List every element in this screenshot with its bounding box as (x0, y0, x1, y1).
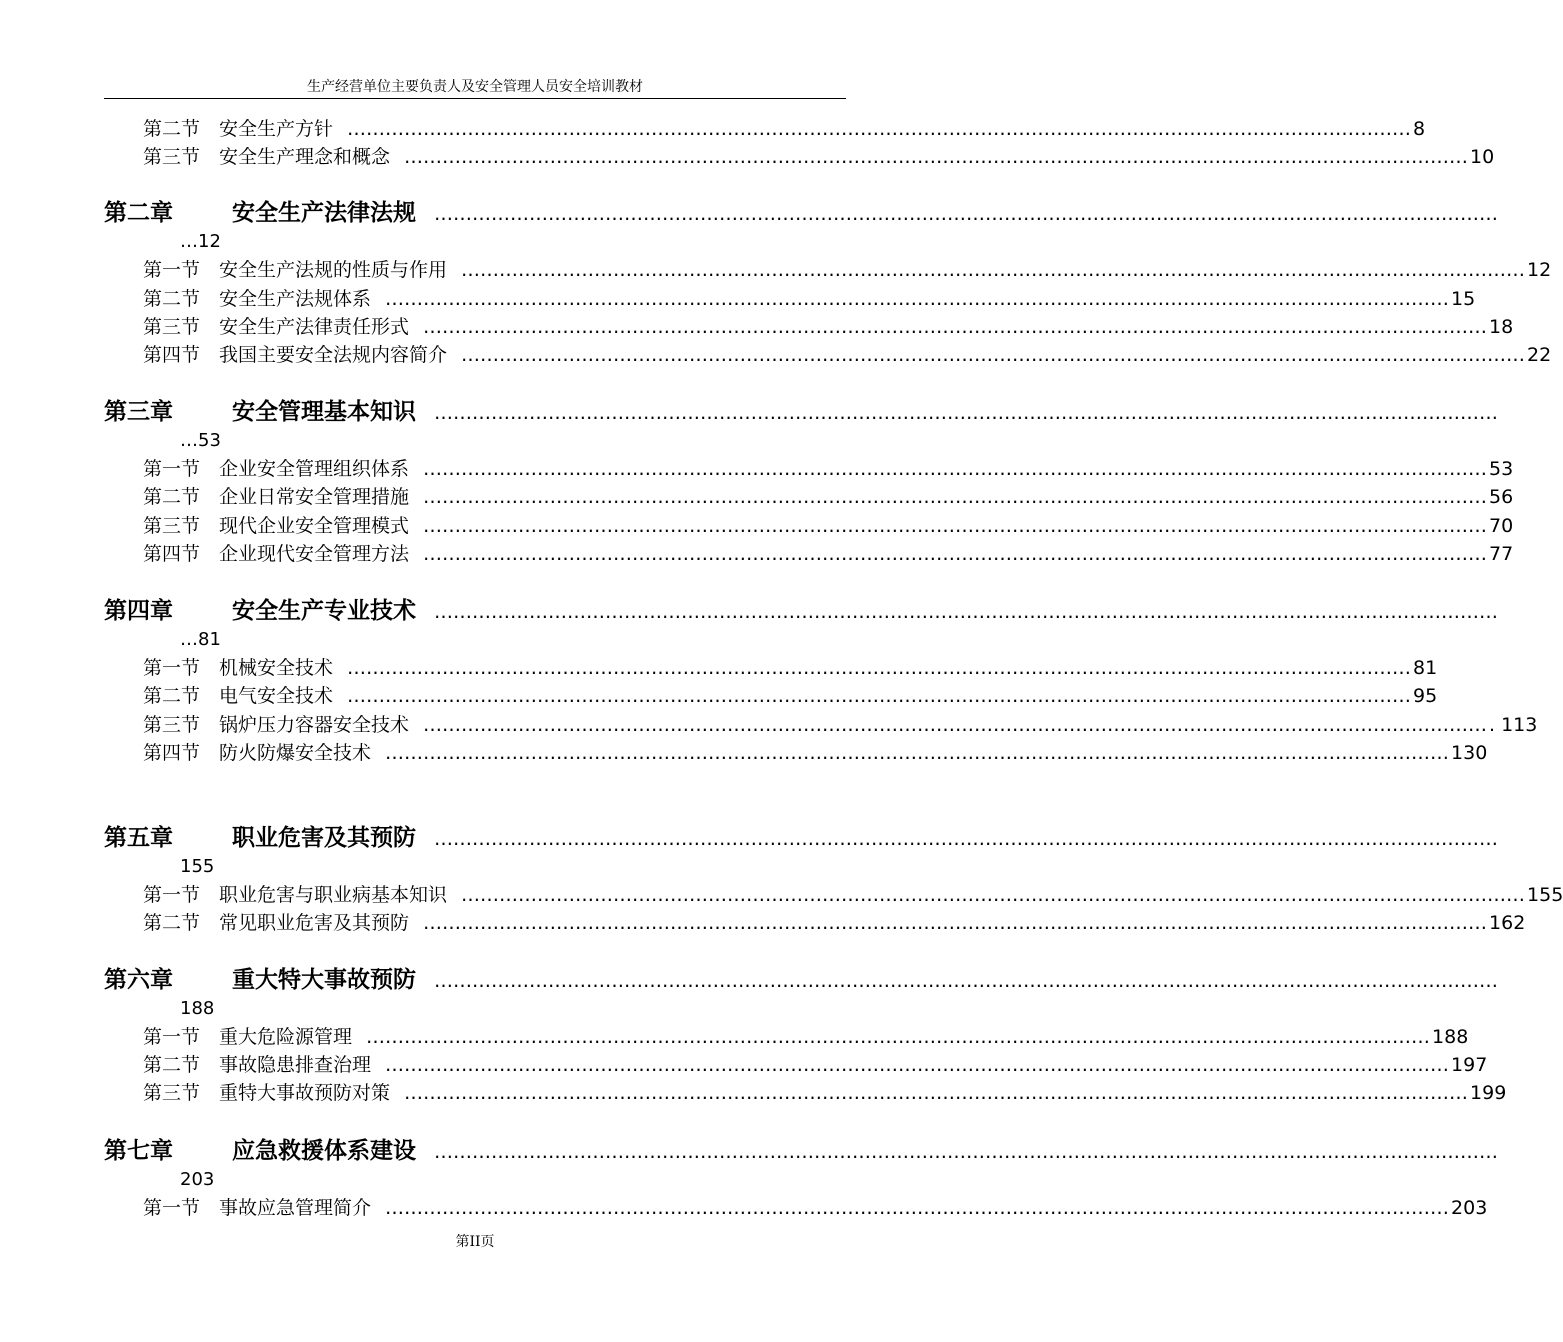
toc-chapter-row[interactable] (104, 198, 1498, 228)
section-number: 第二节 (143, 486, 201, 508)
dot-leader: …………………………………………………………………………………………………………………………………………………… (404, 146, 1469, 168)
dot-leader: …………………………………………………………………………………………………………………………………………………… (434, 1141, 1498, 1163)
page-number: 155 (1527, 884, 1563, 906)
section-title: 企业日常安全管理措施 (219, 486, 410, 508)
section-title: 机械安全技术 (219, 657, 334, 679)
chapter-number: 第六章 (104, 967, 173, 993)
toc-section-row[interactable] (143, 343, 1552, 367)
section-title: 安全生产理念和概念 (219, 146, 391, 168)
chapter-page-continuation: 203 (180, 1169, 215, 1190)
dot-leader: …………………………………………………………………………………………………………………………………………………… (347, 118, 1412, 140)
section-title: 锅炉压力容器安全技术 (219, 714, 410, 736)
chapter-page-continuation: 155 (180, 856, 215, 877)
dot-leader: …………………………………………………………………………………………………………………………………………………… (347, 657, 1412, 679)
dot-leader: …………………………………………………………………………………………………………………………………………………… (385, 1054, 1450, 1076)
section-number: 第一节 (143, 259, 201, 281)
toc-section-row[interactable] (143, 145, 1495, 169)
section-number: 第三节 (143, 316, 201, 338)
page-number: 70 (1489, 515, 1514, 537)
dot-leader: …………………………………………………………………………………………………………………………………………………… (434, 203, 1498, 225)
section-title: 安全生产法规的性质与作用 (219, 259, 448, 281)
section-number: 第二节 (143, 118, 201, 140)
toc-section-row[interactable] (143, 883, 1563, 907)
page-number: 81 (1413, 657, 1438, 679)
dot-leader: …………………………………………………………………………………………………………………………………………………… (423, 912, 1488, 934)
section-title: 职业危害与职业病基本知识 (219, 884, 448, 906)
dot-leader: …………………………………………………………………………………………………………………………………………………… (434, 970, 1498, 992)
section-title: 安全生产法规体系 (219, 288, 372, 310)
chapter-title: 职业危害及其预防 (232, 825, 416, 851)
chapter-page-continuation: …81 (180, 629, 221, 650)
section-number: 第一节 (143, 1197, 201, 1219)
section-title: 安全生产法律责任形式 (219, 316, 410, 338)
dot-leader: …………………………………………………………………………………………………………………………………………………… (434, 828, 1498, 850)
chapter-number: 第七章 (104, 1138, 173, 1164)
dot-leader: …………………………………………………………………………………………………………………………………………………… (461, 259, 1526, 281)
section-title: 我国主要安全法规内容简介 (219, 344, 448, 366)
section-number: 第二节 (143, 685, 201, 707)
toc-chapter-row[interactable] (104, 823, 1498, 853)
section-title: 防火防爆安全技术 (219, 742, 372, 764)
section-title: 现代企业安全管理模式 (219, 515, 410, 537)
toc-chapter-row[interactable] (104, 965, 1498, 995)
chapter-title: 应急救援体系建设 (232, 1138, 416, 1164)
dot-leader: …………………………………………………………………………………………………………………………………………………… (423, 458, 1488, 480)
dot-leader: …………………………………………………………………………………………………………………………………………………… (423, 316, 1488, 338)
section-title: 重特大事故预防对策 (219, 1082, 391, 1104)
dot-leader: …………………………………………………………………………………………………………………………………………………… (385, 288, 1450, 310)
page-number: 77 (1489, 543, 1514, 565)
chapter-number: 第二章 (104, 200, 173, 226)
section-number: 第三节 (143, 714, 201, 736)
toc-chapter-row[interactable] (104, 596, 1498, 626)
chapter-page-continuation: …53 (180, 430, 221, 451)
dot-leader: …………………………………………………………………………………………………………………………………………………… (434, 402, 1498, 424)
dot-leader: …………………………………………………………………………………………………………………………………………………… (461, 344, 1526, 366)
section-number: 第一节 (143, 657, 201, 679)
toc-chapter-row[interactable] (104, 397, 1498, 427)
page-number: 22 (1527, 344, 1552, 366)
page-number: 15 (1451, 288, 1476, 310)
section-title: 事故应急管理简介 (219, 1197, 372, 1219)
toc-section-row[interactable] (143, 315, 1514, 339)
page-number: 56 (1489, 486, 1514, 508)
toc-section-row[interactable] (143, 656, 1438, 680)
section-title: 安全生产方针 (219, 118, 334, 140)
toc-section-row[interactable] (143, 713, 1538, 737)
dot-leader: …………………………………………………………………………………………………………………………………………………… (385, 1197, 1450, 1219)
toc-section-row[interactable] (143, 287, 1476, 311)
section-number: 第四节 (143, 344, 201, 366)
page-number: . 113 (1489, 714, 1538, 736)
section-number: 第三节 (143, 515, 201, 537)
section-title: 企业现代安全管理方法 (219, 543, 410, 565)
section-number: 第二节 (143, 1054, 201, 1076)
page-number: 10 (1470, 146, 1495, 168)
toc-section-row[interactable] (143, 1053, 1488, 1077)
section-number: 第二节 (143, 912, 201, 934)
section-title: 电气安全技术 (219, 685, 334, 707)
page-number: 53 (1489, 458, 1514, 480)
dot-leader: …………………………………………………………………………………………………………………………………………………… (347, 685, 1412, 707)
toc-section-row[interactable] (143, 911, 1526, 935)
section-number: 第一节 (143, 884, 201, 906)
chapter-page-continuation: …12 (180, 231, 221, 252)
page-number: 199 (1470, 1082, 1507, 1104)
page-footer: 第II页 (455, 1234, 495, 1250)
chapter-title: 安全生产专业技术 (232, 598, 416, 624)
page-number: 12 (1527, 259, 1552, 281)
dot-leader: …………………………………………………………………………………………………………………………………………………… (434, 601, 1498, 623)
toc-section-row[interactable] (143, 542, 1514, 566)
dot-leader: …………………………………………………………………………………………………………………………………………………… (404, 1082, 1469, 1104)
toc-section-row[interactable] (143, 485, 1514, 509)
toc-section-row[interactable] (143, 684, 1438, 708)
section-number: 第四节 (143, 742, 201, 764)
dot-leader: …………………………………………………………………………………………………………………………………………………… (423, 543, 1488, 565)
page-number: 162 (1489, 912, 1526, 934)
dot-leader: …………………………………………………………………………………………………………………………………………………… (423, 714, 1488, 736)
dot-leader: …………………………………………………………………………………………………………………………………………………… (366, 1026, 1431, 1048)
page-number: 197 (1451, 1054, 1488, 1076)
page-number: 130 (1451, 742, 1488, 764)
chapter-number: 第三章 (104, 399, 173, 425)
page-number: 95 (1413, 685, 1438, 707)
toc-section-row[interactable] (143, 514, 1514, 538)
page-number: 188 (1432, 1026, 1469, 1048)
toc-section-row[interactable] (143, 258, 1552, 282)
chapter-number: 第四章 (104, 598, 173, 624)
dot-leader: …………………………………………………………………………………………………………………………………………………… (423, 486, 1488, 508)
section-number: 第三节 (143, 1082, 201, 1104)
page-number: 18 (1489, 316, 1514, 338)
chapter-title: 安全生产法律法规 (232, 200, 416, 226)
chapter-page-continuation: 188 (180, 998, 215, 1019)
dot-leader: …………………………………………………………………………………………………………………………………………………… (461, 884, 1526, 906)
section-number: 第四节 (143, 543, 201, 565)
page-number: 203 (1451, 1197, 1488, 1219)
toc-section-row[interactable] (143, 1081, 1507, 1105)
section-number: 第一节 (143, 458, 201, 480)
dot-leader: …………………………………………………………………………………………………………………………………………………… (423, 515, 1488, 537)
dot-leader: …………………………………………………………………………………………………………………………………………………… (385, 742, 1450, 764)
page-number: 8 (1413, 118, 1426, 140)
toc-section-row[interactable] (143, 117, 1426, 141)
toc-section-row[interactable] (143, 1025, 1469, 1049)
section-title: 企业安全管理组织体系 (219, 458, 410, 480)
toc-section-row[interactable] (143, 741, 1488, 765)
chapter-title: 重大特大事故预防 (232, 967, 416, 993)
section-number: 第三节 (143, 146, 201, 168)
section-number: 第二节 (143, 288, 201, 310)
toc-section-row[interactable] (143, 457, 1514, 481)
section-title: 常见职业危害及其预防 (219, 912, 410, 934)
section-title: 重大危险源管理 (219, 1026, 353, 1048)
chapter-number: 第五章 (104, 825, 173, 851)
toc-chapter-row[interactable] (104, 1136, 1498, 1166)
running-header: 生产经营单位主要负责人及安全管理人员安全培训教材 (104, 76, 846, 99)
section-number: 第一节 (143, 1026, 201, 1048)
toc-section-row[interactable] (143, 1196, 1488, 1220)
chapter-title: 安全管理基本知识 (232, 399, 416, 425)
section-title: 事故隐患排查治理 (219, 1054, 372, 1076)
